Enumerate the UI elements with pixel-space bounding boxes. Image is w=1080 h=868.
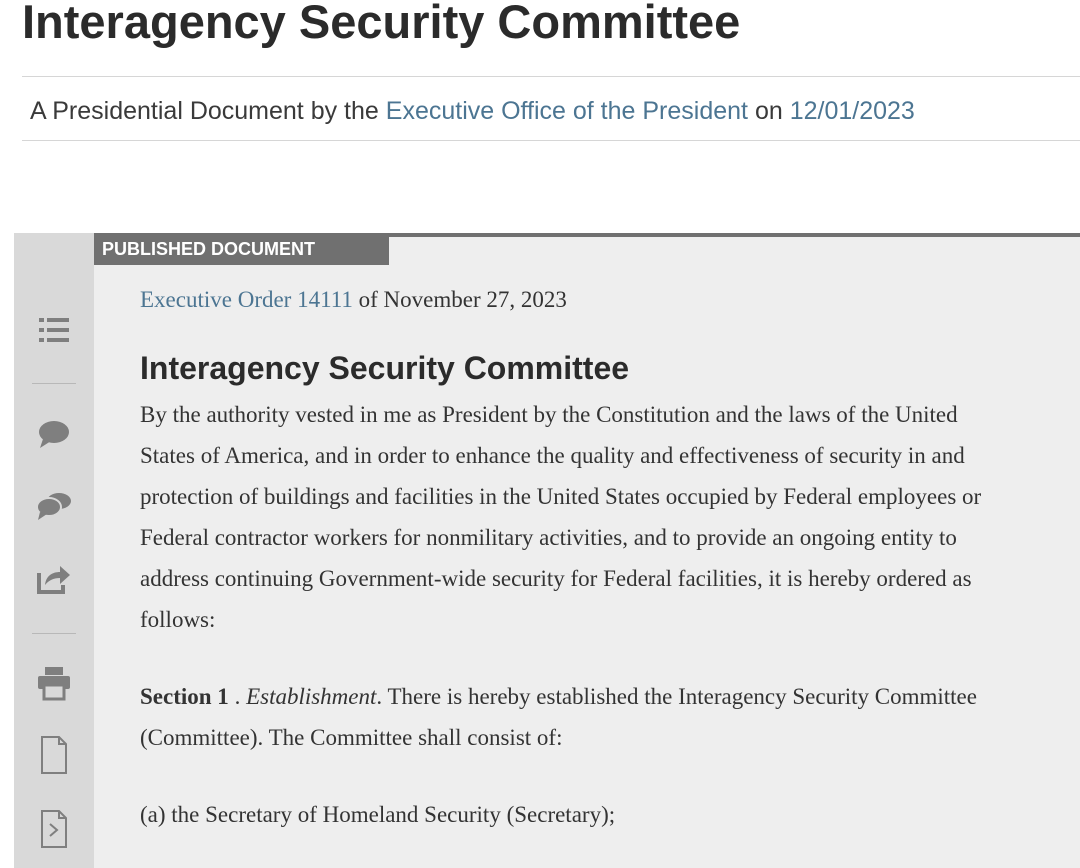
- executive-order-line: [140, 280, 1040, 320]
- byline-on: on: [754, 97, 783, 125]
- section-text: . There is hereby established the Interagency Security Committee (Committee). The Committee shall consist of:: [140, 684, 977, 750]
- preamble-paragraph: By the authority vested in me as President by the Constitution and the laws of the United States of America, and in order to enhance the quality and effectiveness of security in and protection of buildings and facilities in the United States occupied by Federal employees or Federal contractor workers for nonmilitary activities, and to provide an ongoing entity to address continuing Government-wide security for Federal facilities, it is hereby ordered as follows:: [140, 402, 982, 632]
- sidebar-divider: [32, 383, 76, 384]
- executive-order-link[interactable]: Executive Order 14111: [140, 287, 353, 312]
- document-details-icon[interactable]: [34, 809, 74, 849]
- header-divider-bottom: [22, 140, 1080, 141]
- document-content: [140, 280, 1040, 835]
- header-divider-top: [22, 76, 1080, 77]
- published-document-tag: PUBLISHED DOCUMENT: [94, 233, 389, 265]
- publication-date-link[interactable]: 12/01/2023: [789, 97, 915, 125]
- section-1-paragraph: [140, 676, 1010, 758]
- agency-link[interactable]: Executive Office of the President: [385, 97, 748, 125]
- comments-icon[interactable]: [34, 486, 74, 526]
- document-byline: [30, 94, 915, 128]
- list-item: (a) the Secretary of Homeland Security (Secretary);: [140, 802, 616, 827]
- sidebar-divider: [32, 633, 76, 634]
- byline-prefix: A Presidential Document by the: [30, 97, 379, 125]
- document-icon[interactable]: [34, 735, 74, 775]
- share-icon[interactable]: [34, 559, 74, 599]
- contents-list-icon[interactable]: [34, 310, 74, 350]
- section-title: Establishment: [246, 684, 377, 709]
- document-heading: Interagency Security Committee: [140, 350, 630, 386]
- section-separator: .: [228, 684, 247, 709]
- comment-icon[interactable]: [34, 415, 74, 455]
- section-label: Section 1: [140, 684, 229, 709]
- print-icon[interactable]: [34, 663, 74, 703]
- page-title: Interagency Security Committee: [22, 0, 741, 48]
- executive-order-date: of November 27, 2023: [358, 287, 567, 312]
- document-tools-sidebar: [14, 233, 94, 868]
